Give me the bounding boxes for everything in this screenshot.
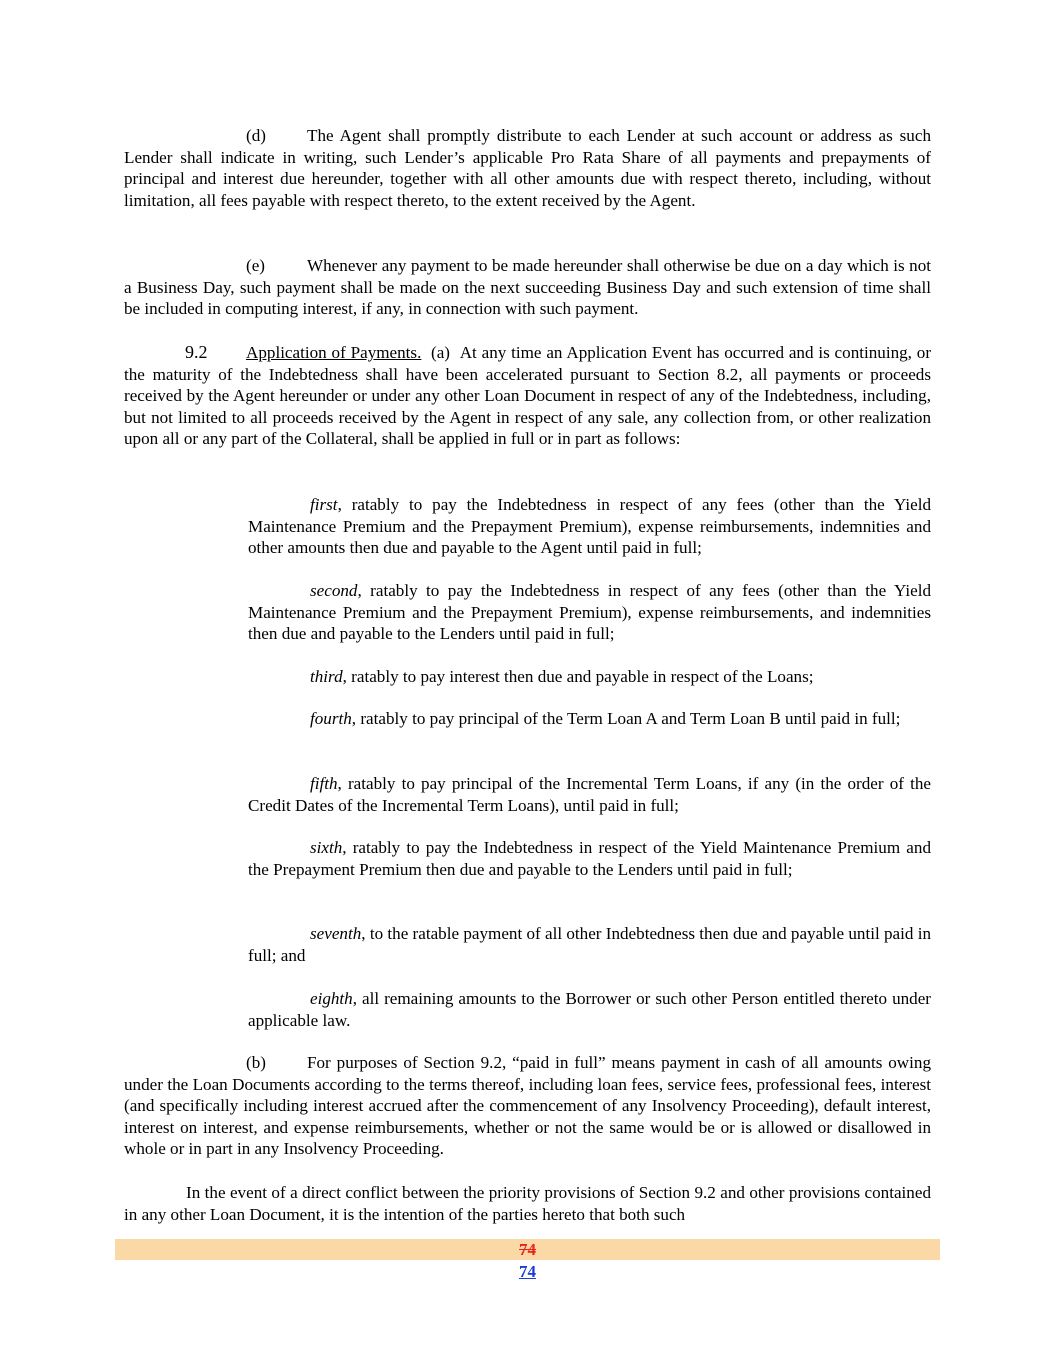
paragraph-b-text: For purposes of Section 9.2, “paid in full” means payment in cash of all amounts owing under the Loan Documents according to the terms thereof, including loan fees, service fees, professional fees, interest (and specifically including interest accrued after the commencement of any Insolvency Proceeding), default interest, interest on interest, and expense reimbursements, whether or not the same would be or is allowed or disallowed in whole or in part in any Insolvency Proceeding. [124, 1053, 931, 1158]
list-item-text: , ratably to pay the Indebtedness in respect of any fees (other than the Yield Maintenance Premium and the Prepayment Premium), expense reimbursements, indemnities and other amounts then due and payable to the Agent until paid in full; [248, 495, 931, 557]
ordinal: seventh [310, 924, 362, 943]
section-heading: Application of Payments. [246, 343, 422, 362]
list-item-sixth [248, 837, 931, 880]
ordinal: sixth [310, 838, 343, 857]
paragraph-conflict-text: In the event of a direct conflict between the priority provisions of Section 9.2 and other provisions contained in any other Loan Document, it is the intention of the parties hereto that both such [124, 1183, 931, 1224]
paragraph-e [124, 255, 931, 320]
ordinal: third [310, 667, 343, 686]
section-9-2-text: At any time an Application Event has occurred and is continuing, or the maturity of the Indebtedness shall have been accelerated pursuant to Section 8.2, all payments or proceeds received by the Agent hereunder or under any other Loan Document in respect of any of the Indebtedness, including, but not limited to all proceeds received by the Agent in respect of any sale, any collection from, or other realization upon all or any part of the Collateral, shall be applied in full or in part as follows: [124, 343, 932, 448]
paragraph-e-label: (e) [246, 256, 265, 275]
list-item-seventh [248, 923, 931, 966]
paragraph-e-text: Whenever any payment to be made hereunder shall otherwise be due on a day which is not a Business Day, such payment shall be made on the next succeeding Business Day and such extension of time shall be included in computing interest, if any, in connection with such payment. [124, 256, 931, 318]
list-item-first [248, 494, 931, 559]
paragraph-d-label: (d) [246, 126, 266, 145]
list-item-text: , ratably to pay principal of the Term Loan A and Term Loan B until paid in full; [351, 709, 901, 728]
list-item-fourth [248, 708, 931, 730]
page-number-inserted[interactable]: 74 [519, 1262, 536, 1281]
ordinal: fourth [310, 709, 352, 728]
paragraph-b-label: (b) [246, 1053, 266, 1072]
ordinal: fifth [310, 774, 338, 793]
ordinal: second [310, 581, 358, 600]
section-number: 9.2 [185, 342, 208, 362]
list-item-text: , ratably to pay interest then due and payable in respect of the Loans; [342, 667, 814, 686]
section-9-2 [124, 342, 931, 450]
list-item-text: , ratably to pay the Indebtedness in respect of the Yield Maintenance Premium and the Prepayment Premium then due and payable to the Lenders until paid in full; [248, 838, 931, 879]
list-item-text: , all remaining amounts to the Borrower or such other Person entitled thereto under applicable law. [248, 989, 931, 1030]
list-item-text: , to the ratable payment of all other Indebtedness then due and payable until paid in full; and [248, 924, 931, 965]
list-item-eighth [248, 988, 931, 1031]
list-item-second [248, 580, 931, 645]
paragraph-d-text: The Agent shall promptly distribute to each Lender at such account or address as such Lender shall indicate in writing, such Lender’s applicable Pro Rata Share of all payments and prepayments of principal and interest due hereunder, together with all other amounts due with respect thereto, including, without limitation, all fees payable with respect thereto, to the extent received by the Agent. [124, 126, 931, 210]
paragraph-b [124, 1052, 931, 1160]
list-item-fifth [248, 773, 931, 816]
list-item-third [248, 666, 931, 688]
ordinal: first [310, 495, 338, 514]
section-9-2-label: (a) [431, 343, 451, 362]
list-item-text: , ratably to pay principal of the Incremental Term Loans, if any (in the order of the Credit Dates of the Incremental Term Loans), until paid in full; [248, 774, 931, 815]
ordinal: eighth [310, 989, 353, 1008]
page-number-deleted: 74 [519, 1240, 536, 1259]
paragraph-d [124, 125, 931, 211]
paragraph-conflict [124, 1182, 931, 1225]
list-item-text: , ratably to pay the Indebtedness in respect of any fees (other than the Yield Maintenance Premium and the Prepayment Premium), expense reimbursements, and indemnities then due and payable to the Lenders until paid in full; [248, 581, 931, 643]
